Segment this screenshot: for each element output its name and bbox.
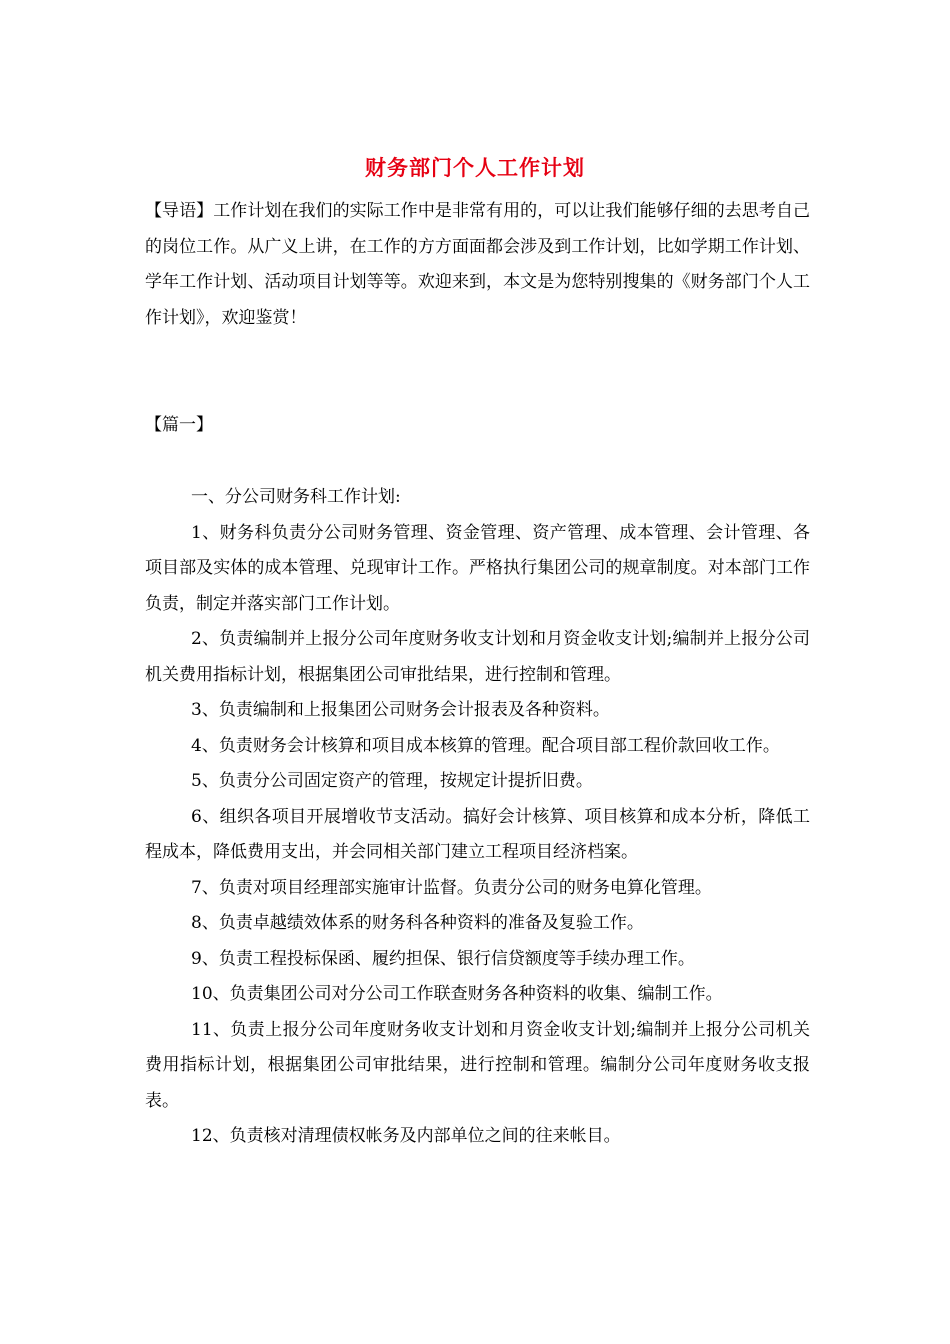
paragraph-item-10: 10、负责集团公司对分公司工作联查财务各种资料的收集、编制工作。 <box>191 984 723 1004</box>
paragraph-item-11: 11、负责上报分公司年度财务收支计划和月资金收支计划;编制并上报分公司机关费用指标计划，根据集团公司审批结果，进行控制和管理。编制分公司年度财务收支报表。 <box>145 1019 810 1111</box>
paragraph-item-4: 4、负责财务会计核算和项目成本核算的管理。配合项目部工程价款回收工作。 <box>191 735 780 756</box>
body-text <box>145 480 810 1155</box>
paragraph-item-2: 2、负责编制并上报分公司年度财务收支计划和月资金收支计划;编制并上报分公司机关费用指标计划，根据集团公司审批结果，进行控制和管理。 <box>145 629 810 685</box>
paragraph-item-5: 5、负责分公司固定资产的管理，按规定计提折旧费。 <box>191 771 593 791</box>
paragraph-item-6: 6、组织各项目开展增收节支活动。搞好会计核算、项目核算和成本分析，降低工程成本，降低费用支出，并会同相关部门建立工程项目经济档案。 <box>145 806 810 862</box>
paragraph-item-9: 9、负责工程投标保函、履约担保、银行信贷额度等手续办理工作。 <box>191 948 695 969</box>
section-heading: 【篇一】 <box>145 415 213 435</box>
paragraph-heading: 一、分公司财务科工作计划: <box>191 487 401 507</box>
intro-paragraph: 【导语】工作计划在我们的实际工作中是非常有用的，可以让我们能够仔细的去思考自己的岗位工作。从广义上讲，在工作的方方面面都会涉及到工作计划，比如学期工作计划、学年工作计划、活动项目计划等等。欢迎来到，本文是为您特别搜集的《财务部门个人工作计划》，欢迎鉴赏！ <box>145 201 810 328</box>
paragraph-item-12: 12、负责核对清理债权帐务及内部单位之间的往来帐目。 <box>191 1126 621 1146</box>
paragraph-item-3: 3、负责编制和上报集团公司财务会计报表及各种资料。 <box>191 700 610 720</box>
paragraph-item-8: 8、负责卓越绩效体系的财务科各种资料的准备及复验工作。 <box>191 913 644 933</box>
document-title: 财务部门个人工作计划 <box>365 155 585 180</box>
paragraph-item-1: 1、财务科负责分公司财务管理、资金管理、资产管理、成本管理、会计管理、各项目部及实体的成本管理、兑现审计工作。严格执行集团公司的规章制度。对本部门工作负责，制定并落实部门工作计划。 <box>145 522 810 614</box>
paragraph-item-7: 7、负责对项目经理部实施审计监督。负责分公司的财务电算化管理。 <box>191 877 712 898</box>
